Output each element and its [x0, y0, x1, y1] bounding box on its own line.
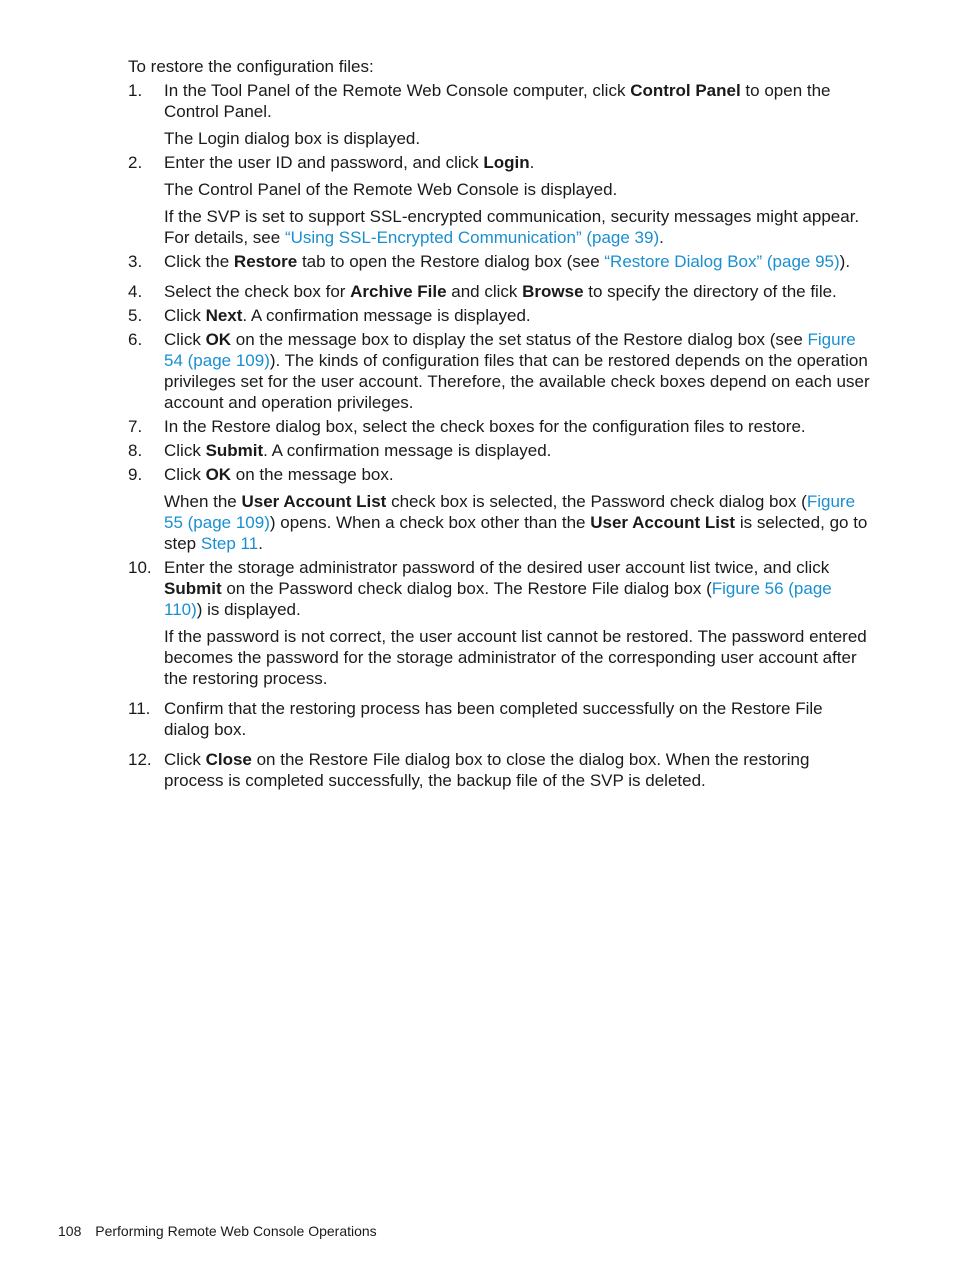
text-run: . A confirmation message is displayed. — [263, 441, 552, 460]
text-run: . A confirmation message is displayed. — [242, 306, 531, 325]
step-text — [164, 698, 870, 740]
text-run: Click — [164, 465, 206, 484]
step-item — [128, 80, 870, 149]
step-item — [128, 329, 870, 413]
text-run: ). The kinds of configuration files that can be restored depends on the operation privileges set for the user account. Therefore, the available check boxes depend on each user account and operation privileges. — [164, 351, 870, 412]
text-run: Enter the user ID and password, and click — [164, 153, 484, 172]
step-item — [128, 464, 870, 554]
cross-reference-link[interactable]: Figure 54 (page 109) — [164, 330, 856, 370]
text-run: . — [529, 153, 535, 172]
step-text — [164, 557, 870, 620]
text-run: In the Tool Panel of the Remote Web Console computer, click — [164, 81, 631, 100]
text-run: and click — [446, 282, 523, 301]
step-item — [128, 305, 870, 326]
text-run: If the SVP is set to support SSL-encrypted communication, security messages might appear. For details, see — [164, 207, 860, 247]
step-text — [164, 416, 870, 437]
text-run: on the Restore File dialog box to close the dialog box. When the restoring process is completed successfully, the backup file of the SVP is deleted. — [164, 750, 810, 790]
step-item — [128, 416, 870, 437]
page-footer — [58, 1222, 377, 1240]
ui-term: Archive File — [350, 282, 447, 301]
intro-text: To restore the configuration files: — [128, 57, 374, 76]
ui-term: Next — [205, 306, 243, 325]
text-run: ). — [839, 252, 851, 271]
step-number: 4. — [128, 282, 143, 301]
text-run: In the Restore dialog box, select the check boxes for the configuration files to restore. — [164, 417, 806, 436]
step-text — [164, 251, 870, 272]
step-number: 12. — [128, 750, 152, 769]
procedure-steps-list — [128, 80, 870, 794]
ui-term: Restore — [233, 252, 298, 271]
step-number: 11. — [128, 699, 151, 718]
step-result-text — [164, 128, 870, 149]
cross-reference-link[interactable]: “Restore Dialog Box” (page 95) — [604, 252, 840, 271]
step-text — [164, 152, 870, 173]
text-run: on the message box. — [231, 465, 394, 484]
step-item — [128, 152, 870, 248]
step-number: 1. — [128, 81, 143, 100]
step-item — [128, 557, 870, 689]
text-run: is selected, go to step — [164, 513, 868, 553]
step-result-text — [164, 491, 870, 554]
text-run: The Login dialog box is displayed. — [164, 129, 421, 148]
text-run: on the message box to display the set status of the Restore dialog box (see — [231, 330, 808, 349]
step-number: 6. — [128, 330, 143, 349]
ui-term: OK — [205, 465, 232, 484]
step-text — [164, 440, 870, 461]
footer-section-title: Performing Remote Web Console Operations — [95, 1223, 377, 1239]
step-number: 3. — [128, 252, 143, 271]
text-run: When the — [164, 492, 242, 511]
step-item — [128, 281, 870, 302]
step-number: 9. — [128, 465, 143, 484]
step-number: 8. — [128, 441, 143, 460]
ui-term: Browse — [522, 282, 584, 301]
text-run: to specify the directory of the file. — [583, 282, 837, 301]
cross-reference-link[interactable]: “Using SSL-Encrypted Communication” (page 39) — [284, 228, 660, 247]
text-run: Select the check box for — [164, 282, 351, 301]
text-run: ) is displayed. — [196, 600, 301, 619]
step-text — [164, 281, 870, 302]
cross-reference-link[interactable]: Figure 55 (page 109) — [164, 492, 856, 532]
text-run: on the Password check dialog box. The Restore File dialog box ( — [221, 579, 712, 598]
step-result-text — [164, 206, 870, 248]
step-text — [164, 464, 870, 485]
text-run: The Control Panel of the Remote Web Console is displayed. — [164, 180, 618, 199]
ui-term: Submit — [205, 441, 264, 460]
text-run: to open the Control Panel. — [164, 81, 831, 121]
step-item — [128, 440, 870, 461]
ui-term: Login — [483, 153, 530, 172]
page-number: 108 — [58, 1223, 82, 1239]
step-text — [164, 80, 870, 122]
ui-term: OK — [205, 330, 232, 349]
text-run: Click — [164, 330, 206, 349]
step-number: 7. — [128, 417, 143, 436]
cross-reference-link[interactable]: Step 11 — [200, 534, 259, 553]
text-run: tab to open the Restore dialog box (see — [297, 252, 605, 271]
text-run: . — [659, 228, 664, 247]
ui-term: Control Panel — [630, 81, 741, 100]
ui-term: Submit — [164, 579, 222, 598]
step-item — [128, 698, 870, 740]
text-run: Click — [164, 306, 206, 325]
text-run: Confirm that the restoring process has been completed successfully on the Restore File dialog box. — [164, 699, 823, 739]
text-run: . — [258, 534, 263, 553]
text-run: Click the — [164, 252, 234, 271]
text-run: Click — [164, 441, 206, 460]
text-run: check box is selected, the Password check dialog box ( — [386, 492, 807, 511]
ui-term: Close — [205, 750, 252, 769]
ui-term: User Account List — [241, 492, 387, 511]
step-result-text — [164, 179, 870, 200]
ui-term: User Account List — [590, 513, 736, 532]
text-run: ) opens. When a check box other than the — [269, 513, 591, 532]
step-number: 5. — [128, 306, 143, 325]
step-result-text — [164, 626, 870, 689]
text-run: Click — [164, 750, 206, 769]
step-item — [128, 251, 870, 272]
cross-reference-link[interactable]: Figure 56 (page 110) — [164, 579, 832, 619]
text-run: If the password is not correct, the user account list cannot be restored. The password entered becomes the password for the storage administrator of the corresponding user account after the restoring process. — [164, 627, 867, 688]
step-text — [164, 329, 870, 413]
step-text — [164, 305, 870, 326]
step-text — [164, 749, 870, 791]
text-run: Enter the storage administrator password of the desired user account list twice, and click — [164, 558, 830, 577]
step-number: 2. — [128, 153, 143, 172]
step-number: 10. — [128, 558, 152, 577]
step-item — [128, 749, 870, 791]
